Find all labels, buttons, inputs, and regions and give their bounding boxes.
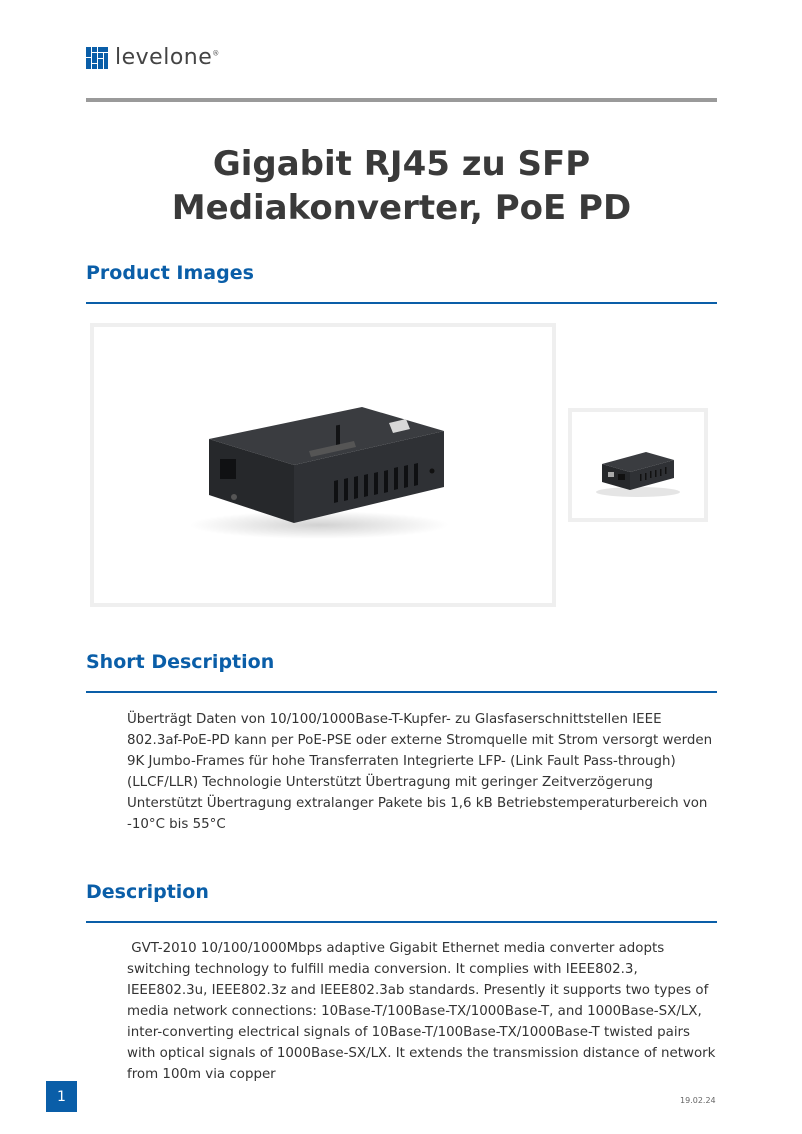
divider-description bbox=[86, 921, 717, 923]
header-divider bbox=[86, 98, 717, 102]
heading-product-images: Product Images bbox=[86, 262, 254, 284]
heading-short-description: Short Description bbox=[86, 651, 275, 673]
divider-product-images bbox=[86, 302, 717, 304]
short-description-text: Überträgt Daten von 10/100/1000Base-T-Kupfer- zu Glasfaserschnittstellen IEEE 802.3af-PoE-PD kann per PoE-PSE oder externe Stromquelle mit Strom versorgt werden 9K Jumbo-Frames für hohe Transferraten Integrierte LFP- (Link Fault Pass-through) (LLCF/LLR) Technologie Unterstützt Übertragung mit geringer Zeitverzögerung Unterstützt Übertragung extralanger Pakete bis 1,6 kB Betriebstemperaturbereich von -10°C bis 55°C bbox=[127, 712, 713, 832]
product-image-main[interactable] bbox=[90, 323, 556, 607]
logo-wordmark: levelone® bbox=[115, 45, 220, 70]
document-date: 19.02.24 bbox=[680, 1096, 716, 1105]
product-image-thumbnail[interactable] bbox=[568, 408, 708, 522]
media-converter-thumbnail bbox=[572, 412, 704, 518]
media-converter-illustration bbox=[94, 327, 552, 603]
title-line-1: Gigabit RJ45 zu SFP bbox=[212, 144, 591, 184]
divider-short-description bbox=[86, 691, 717, 693]
description-text: GVT-2010 10/100/1000Mbps adaptive Gigabit Ethernet media converter adopts switching technology to fulfill media conversion. It complies with IEEE802.3, IEEE802.3u, IEEE802.3z and IEEE802.3ab standards. Presently it supports two types of media network connections: 10Base-T/100Base-TX/1000Base-T, and 1000Base-SX/LX, inter-converting electrical signals of 10Base-T/100Base-TX/1000Base-T twisted pairs with optical signals of 1000Base-SX/LX. It extends the transmission distance of network from 100m via copper bbox=[127, 941, 720, 1082]
heading-description: Description bbox=[86, 881, 209, 903]
page-number-badge: 1 bbox=[46, 1081, 77, 1112]
page-title bbox=[86, 142, 717, 230]
title-line-2: Mediakonverter, PoE PD bbox=[171, 188, 632, 228]
logo-grid-icon bbox=[86, 47, 108, 69]
brand-logo bbox=[86, 45, 220, 70]
